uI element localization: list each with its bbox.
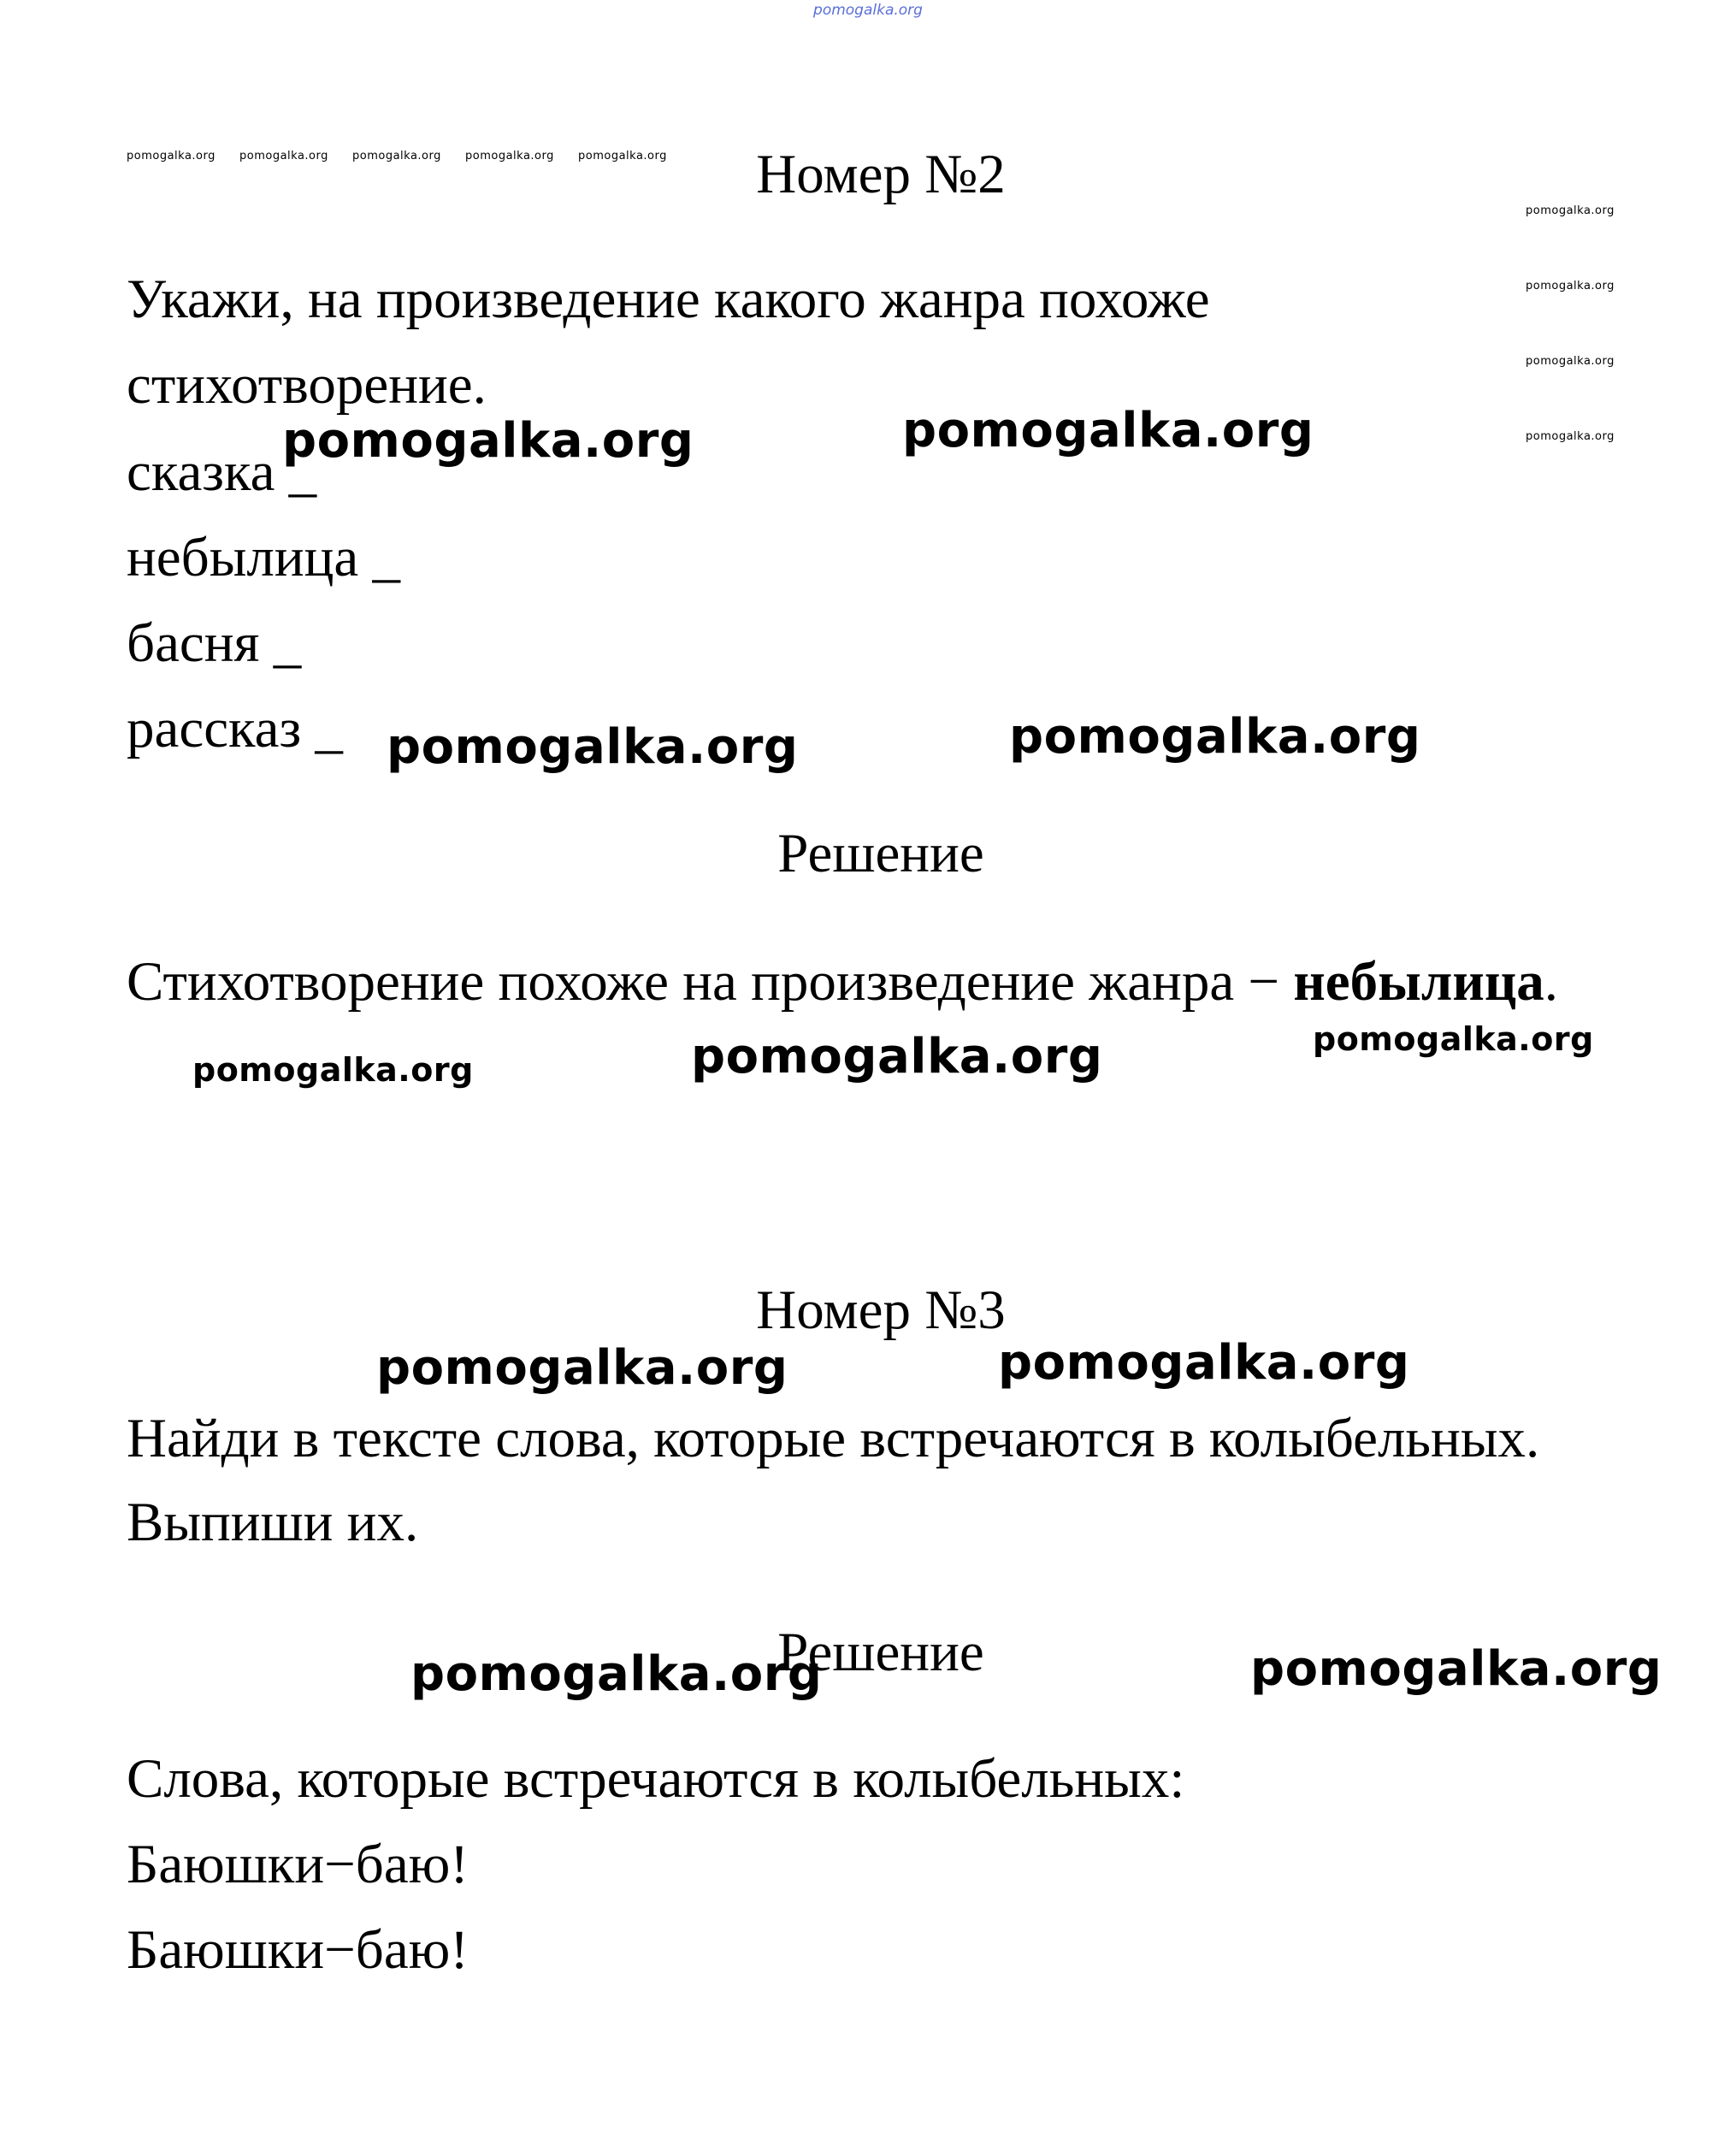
watermark: pomogalka.org: [1009, 709, 1421, 765]
watermark: pomogalka.org: [387, 719, 799, 775]
watermark: pomogalka.org: [376, 1340, 788, 1396]
task2-option: басня _: [127, 612, 302, 674]
watermark: pomogalka.org: [691, 1029, 1103, 1084]
task3-answer-line: Баюшки−баю!: [127, 1834, 469, 1895]
watermark: pomogalka.org: [1250, 1641, 1662, 1697]
watermark: pomogalka.org: [902, 403, 1314, 458]
task3-answer-intro: Слова, которые встречаются в колыбельных:: [127, 1748, 1185, 1810]
watermark: pomogalka.org: [282, 413, 694, 469]
answer-bold: небылица: [1293, 951, 1544, 1013]
watermark: pomogalka.org: [192, 1051, 474, 1089]
task3-question-line1: Найди в тексте слова, которые встречаются в колыбельных.: [127, 1408, 1540, 1469]
watermark: pomogalka.org: [1313, 1020, 1594, 1058]
watermark: pomogalka.org: [352, 150, 441, 162]
task3-answer-line: Баюшки−баю!: [127, 1919, 469, 1981]
watermark: pomogalka.org: [998, 1335, 1410, 1391]
task3-heading: Номер №3: [756, 1279, 1006, 1341]
task2-question-line1: Укажи, на произведение какого жанра похоже: [127, 269, 1210, 330]
task3-solution-heading: Решение: [777, 1622, 984, 1683]
answer-suffix: .: [1544, 951, 1559, 1013]
task2-option: рассказ _: [127, 698, 343, 759]
watermark: pomogalka.org: [1526, 204, 1615, 217]
task2-answer: [127, 951, 1559, 1013]
top-watermark: pomogalka.org: [813, 2, 923, 19]
task2-solution-heading: Решение: [777, 823, 984, 884]
watermark: pomogalka.org: [239, 150, 328, 162]
watermark: pomogalka.org: [410, 1646, 823, 1702]
answer-prefix: Стихотворение похоже на произведение жанра −: [127, 951, 1294, 1013]
task2-heading: Номер №2: [756, 144, 1006, 205]
watermark: pomogalka.org: [465, 150, 554, 162]
watermark: pomogalka.org: [1526, 280, 1615, 292]
watermark: pomogalka.org: [127, 150, 216, 162]
task2-question-line2: стихотворение.: [127, 354, 487, 416]
task2-option: небылица _: [127, 527, 400, 588]
watermark: pomogalka.org: [1526, 430, 1615, 443]
task3-question-line2: Выпиши их.: [127, 1492, 419, 1553]
task2-option: сказка _: [127, 441, 317, 503]
watermark: pomogalka.org: [578, 150, 667, 162]
watermark: pomogalka.org: [1526, 355, 1615, 368]
